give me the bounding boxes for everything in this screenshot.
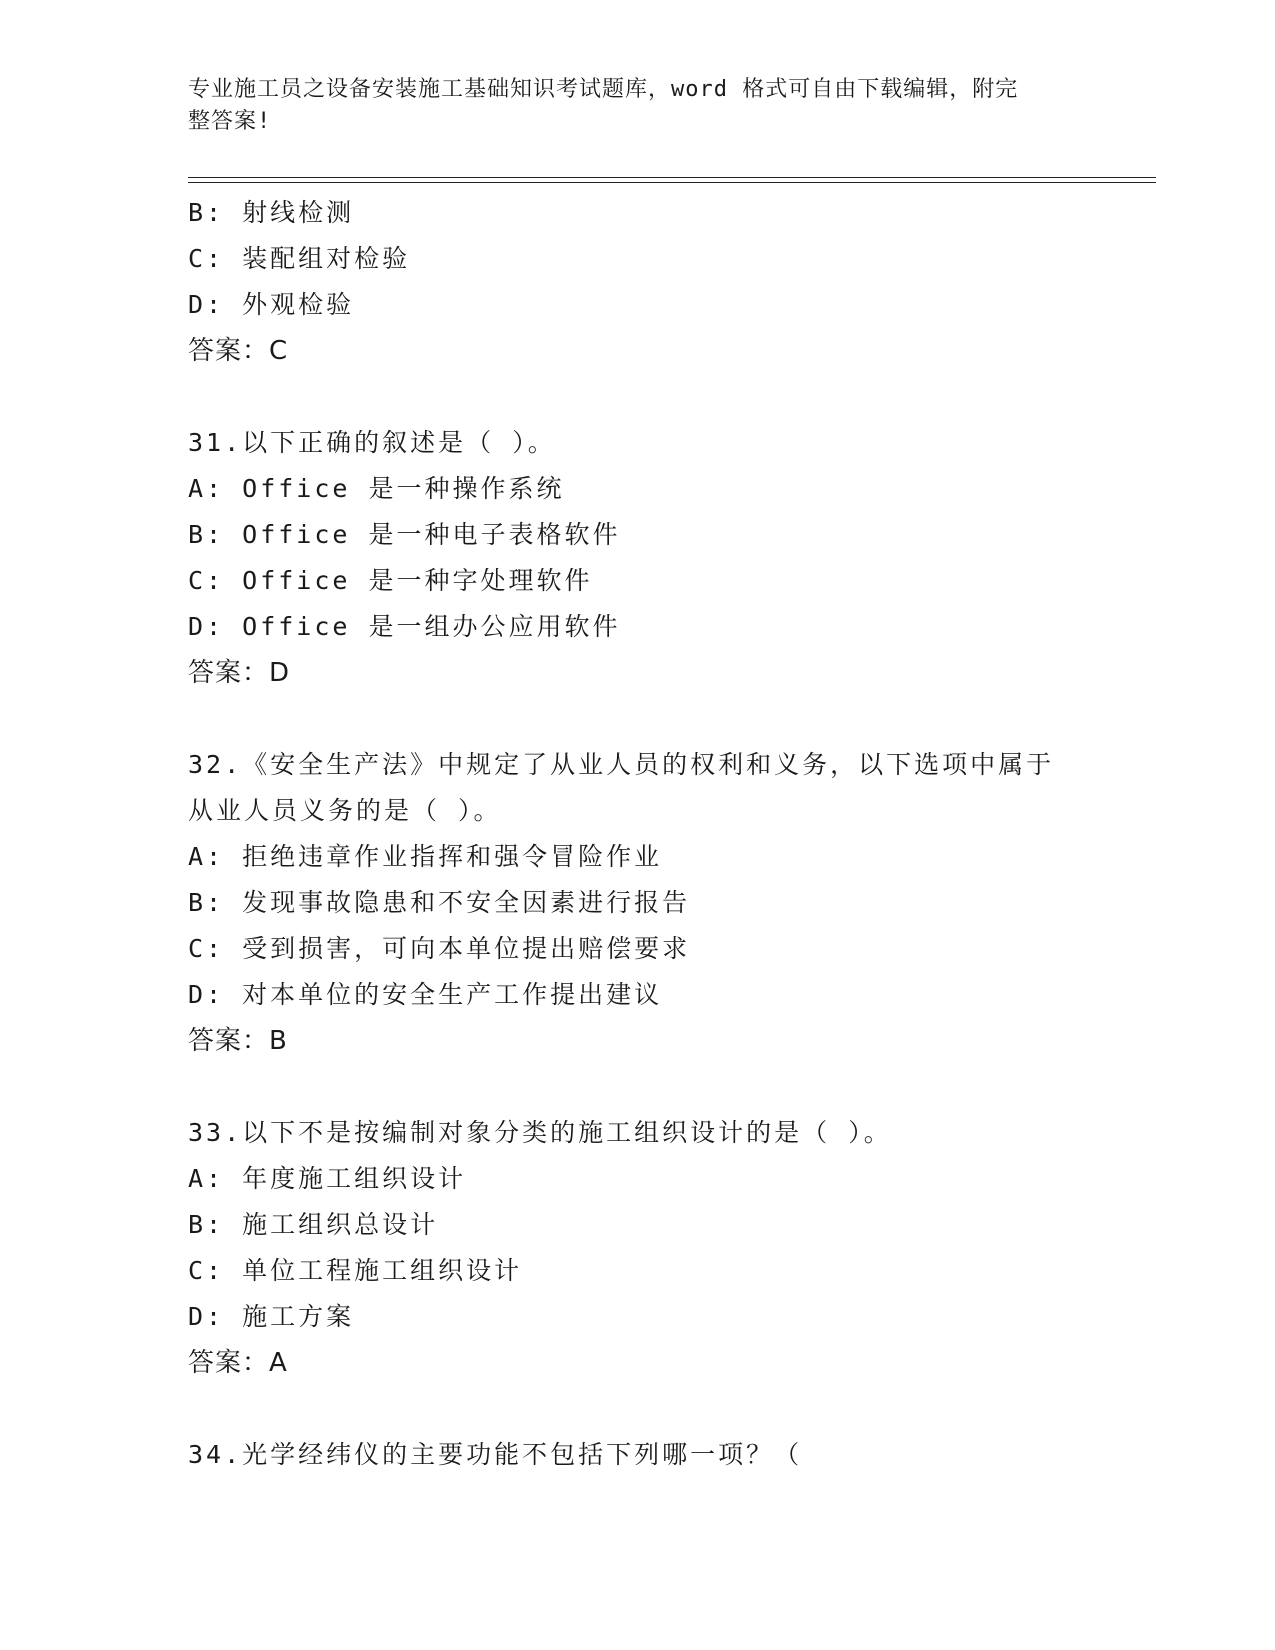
option-b: B: 施工组织总设计	[188, 1210, 439, 1239]
answer-line: 答案：C	[188, 336, 289, 366]
question-stem-line-1: 32.《安全生产法》中规定了从业人员的权利和义务，以下选项中属于	[188, 750, 1055, 779]
option-a: A: Office 是一种操作系统	[188, 474, 565, 503]
option-b: B: Office 是一种电子表格软件	[188, 520, 621, 549]
answer-line: 答案：A	[188, 1348, 288, 1378]
question-31	[188, 420, 1088, 696]
question-33	[188, 1110, 1088, 1386]
header-line-1: 专业施工员之设备安装施工基础知识考试题库，word 格式可自由下载编辑，附完	[188, 77, 1019, 102]
answer-line: 答案：D	[188, 658, 291, 688]
option-d: D: 施工方案	[188, 1302, 355, 1331]
question-stem-line-2: 从业人员义务的是（ ）。	[188, 796, 502, 825]
question-list	[188, 190, 1088, 1478]
question-32	[188, 742, 1088, 1064]
option-d: D: Office 是一组办公应用软件	[188, 612, 621, 641]
header-divider-top	[188, 177, 1156, 178]
option-d: D: 对本单位的安全生产工作提出建议	[188, 980, 663, 1009]
option-b: B: 发现事故隐患和不安全因素进行报告	[188, 888, 691, 917]
question-34	[188, 1432, 1088, 1478]
header-line-2: 整答案!	[188, 109, 272, 134]
answer-line: 答案：B	[188, 1026, 288, 1056]
question-stem: 31.以下正确的叙述是（ ）。	[188, 428, 556, 457]
option-c: C: 装配组对检验	[188, 244, 411, 273]
option-b: B: 射线检测	[188, 198, 355, 227]
option-c: C: 单位工程施工组织设计	[188, 1256, 523, 1285]
option-c: C: 受到损害，可向本单位提出赔偿要求	[188, 934, 691, 963]
option-a: A: 拒绝违章作业指挥和强令冒险作业	[188, 842, 663, 871]
header-divider-bottom	[188, 182, 1156, 183]
question-stem: 33.以下不是按编制对象分类的施工组织设计的是（ ）。	[188, 1118, 892, 1147]
option-a: A: 年度施工组织设计	[188, 1164, 467, 1193]
question-30-continued	[188, 190, 1088, 374]
option-c: C: Office 是一种字处理软件	[188, 566, 593, 595]
question-stem: 34.光学经纬仪的主要功能不包括下列哪一项？（	[188, 1440, 803, 1469]
option-d: D: 外观检验	[188, 290, 355, 319]
document-header	[188, 74, 1068, 138]
